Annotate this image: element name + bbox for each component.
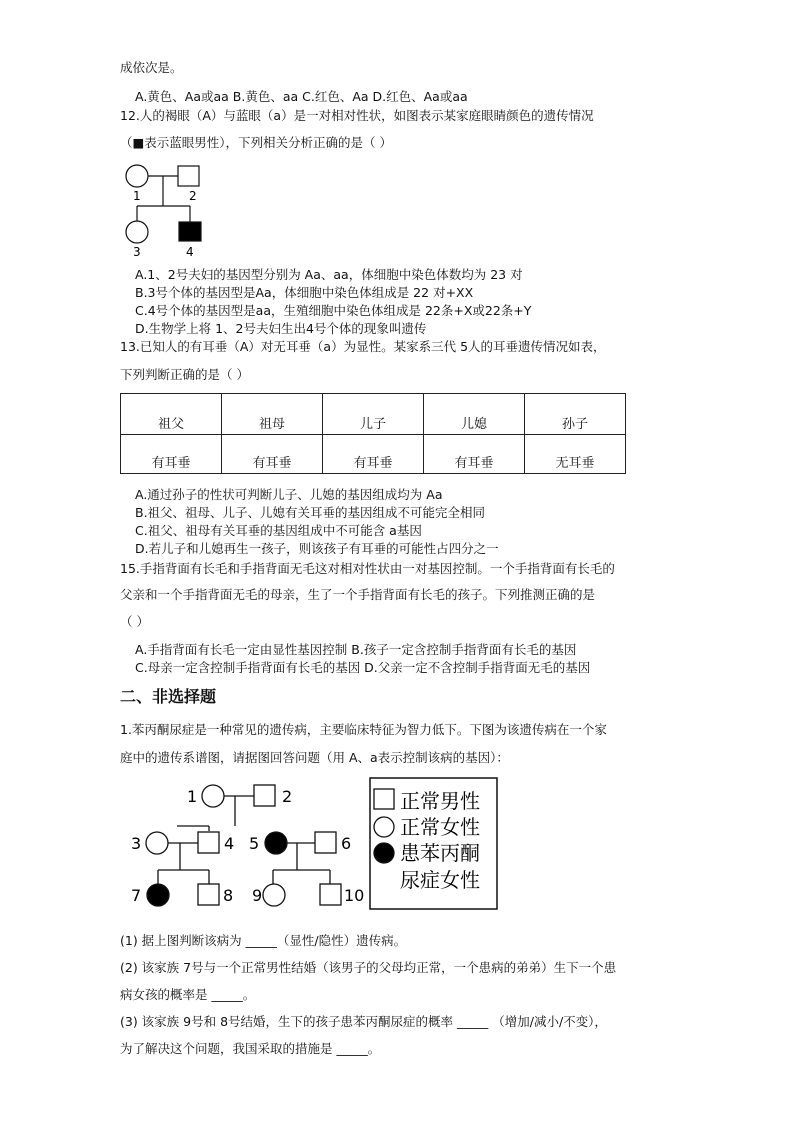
q1-sub2-line1: (2) 该家族 7号与一个正常男性结婚（该男子的父母均正常，一个患病的弟弟）生下一个患 [120, 960, 617, 975]
pedigree-individual-4 [198, 832, 219, 853]
table-header-cell: 儿子 [323, 394, 424, 435]
q13-stem-line2: 下列判断正确的是（ ） [120, 367, 249, 382]
pku-pedigree [125, 778, 365, 910]
q12-option-c: C.4号个体的基因型是aa，生殖细胞中染色体组成是 22条+X或22条+Y [135, 303, 532, 318]
q15-stem-line1: 15.手指背面有长毛和手指背面无毛这对相对性状由一对基因控制。一个手指背面有长毛的 [120, 561, 615, 576]
pedigree-individual-9 [263, 884, 285, 906]
pedigree-individual-1 [202, 785, 224, 807]
q12-label-2: 2 [189, 189, 197, 203]
q13-option-b: B.祖父、祖母、儿子、儿媳有关耳垂的基因组成不可能完全相同 [135, 505, 486, 520]
table-cell: 无耳垂 [525, 435, 626, 474]
table-header-cell: 祖母 [222, 394, 323, 435]
pedigree-label-2: 2 [282, 787, 293, 806]
pedigree-label-10: 10 [344, 886, 365, 905]
pedigree-label-8: 8 [223, 886, 234, 905]
q12-individual-3 [126, 221, 148, 243]
continued-text: 成依次是。 [120, 60, 183, 75]
q12-option-b: B.3号个体的基因型是Aa，体细胞中染色体组成是 22 对+XX [135, 285, 474, 300]
q13-option-a: A.通过孙子的性状可判断儿子、儿媳的基因组成均为 Aa [135, 487, 443, 502]
pedigree-individual-7 [147, 884, 169, 906]
q12-stem-line2: （■表示蓝眼男性），下列相关分析正确的是（ ） [120, 135, 393, 150]
pedigree-individual-2 [254, 785, 275, 806]
q11-options: A.黄色、Aa或aa B.黄色、aa C.红色、Aa D.红色、Aa或aa [135, 89, 468, 104]
q12-individual-2 [178, 166, 199, 186]
legend-male-symbol [374, 789, 394, 809]
q12-stem-line1: 12.人的褐眼（A）与蓝眼（a）是一对相对性状，如图表示某家庭眼睛颜色的遗传情况 [120, 108, 594, 123]
table-row [121, 435, 626, 474]
table-header-cell: 祖父 [121, 394, 222, 435]
q13-option-d: D.若儿子和儿媳再生一孩子，则该孩子有耳垂的可能性占四分之一 [135, 541, 499, 556]
q12-option-d: D.生物学上将 1、2号夫妇生出4号个体的现象叫遗传 [135, 321, 427, 336]
pedigree-label-7: 7 [131, 886, 142, 905]
q12-label-1: 1 [133, 189, 141, 203]
pedigree-label-5: 5 [249, 834, 260, 853]
legend-normal-female: 正常女性 [400, 815, 480, 839]
table-cell: 有耳垂 [323, 435, 424, 474]
pedigree-label-4: 4 [224, 834, 235, 853]
pedigree-individual-10 [320, 884, 341, 905]
pedigree-individual-6 [315, 832, 336, 853]
q12-label-3: 3 [133, 245, 141, 259]
q15-options-ab: A.手指背面有长毛一定由显性基因控制 B.孩子一定含控制手指背面有长毛的基因 [135, 642, 577, 657]
q13-option-c: C.祖父、祖母有关耳垂的基因组成中不可能含 a基因 [135, 523, 422, 538]
q1-sub1: (1) 据上图判断该病为 _____（显性/隐性）遗传病。 [120, 933, 407, 948]
table-header-row [121, 394, 626, 435]
pedigree-label-9: 9 [252, 886, 263, 905]
table-header-cell: 孙子 [525, 394, 626, 435]
q1-stem-line2: 庭中的遗传系谱图，请据图回答问题（用 A、a表示控制该病的基因）： [120, 750, 509, 765]
pedigree-legend [369, 777, 499, 911]
q13-stem-line1: 13.已知人的有耳垂（A）对无耳垂（a）为显性。某家系三代 5人的耳垂遗传情况如表， [120, 339, 606, 354]
q15-stem-line2: 父亲和一个手指背面无毛的母亲，生了一个手指背面有长毛的孩子。下列推测正确的是 [120, 587, 596, 602]
q1-sub3-line1: (3) 该家族 9号和 8号结婚，生下的孩子患苯丙酮尿症的概率 _____ （增加/减小/不变）， [120, 1014, 607, 1029]
pedigree-label-3: 3 [131, 834, 142, 853]
q12-option-a: A.1、2号夫妇的基因型分别为 Aa、aa，体细胞中染色体数均为 23 对 [135, 267, 523, 282]
q15-options-cd: C.母亲一定含控制手指背面有长毛的基因 D.父亲一定不含控制手指背面无毛的基因 [135, 660, 591, 675]
q12-individual-4 [179, 222, 201, 241]
q12-pedigree [115, 160, 215, 260]
q12-individual-1 [126, 165, 148, 187]
legend-affected-line2: 尿症女性 [400, 868, 480, 892]
q1-sub3-line2: 为了解决这个问题，我国采取的措施是 _____。 [120, 1041, 381, 1056]
q15-stem-line3: （ ） [120, 614, 149, 629]
earlobe-table [120, 393, 626, 474]
pedigree-individual-5 [265, 832, 287, 854]
table-cell: 有耳垂 [222, 435, 323, 474]
table-cell: 有耳垂 [121, 435, 222, 474]
legend-affected-line1: 患苯丙酮 [400, 841, 480, 865]
pedigree-label-6: 6 [341, 834, 352, 853]
table-header-cell: 儿媳 [424, 394, 525, 435]
q1-sub2-line2: 病女孩的概率是 _____。 [120, 987, 256, 1002]
pedigree-individual-8 [198, 884, 219, 905]
pedigree-individual-3 [146, 832, 168, 854]
legend-normal-male: 正常男性 [400, 789, 480, 813]
section-heading: 二、非选择题 [120, 687, 217, 706]
legend-affected-symbol [374, 843, 394, 863]
pedigree-label-1: 1 [187, 787, 198, 806]
q12-label-4: 4 [186, 245, 194, 259]
q1-stem-line1: 1.苯丙酮尿症是一种常见的遗传病，主要临床特征为智力低下。下图为该遗传病在一个家 [120, 722, 607, 737]
legend-female-symbol [374, 817, 394, 837]
table-cell: 有耳垂 [424, 435, 525, 474]
